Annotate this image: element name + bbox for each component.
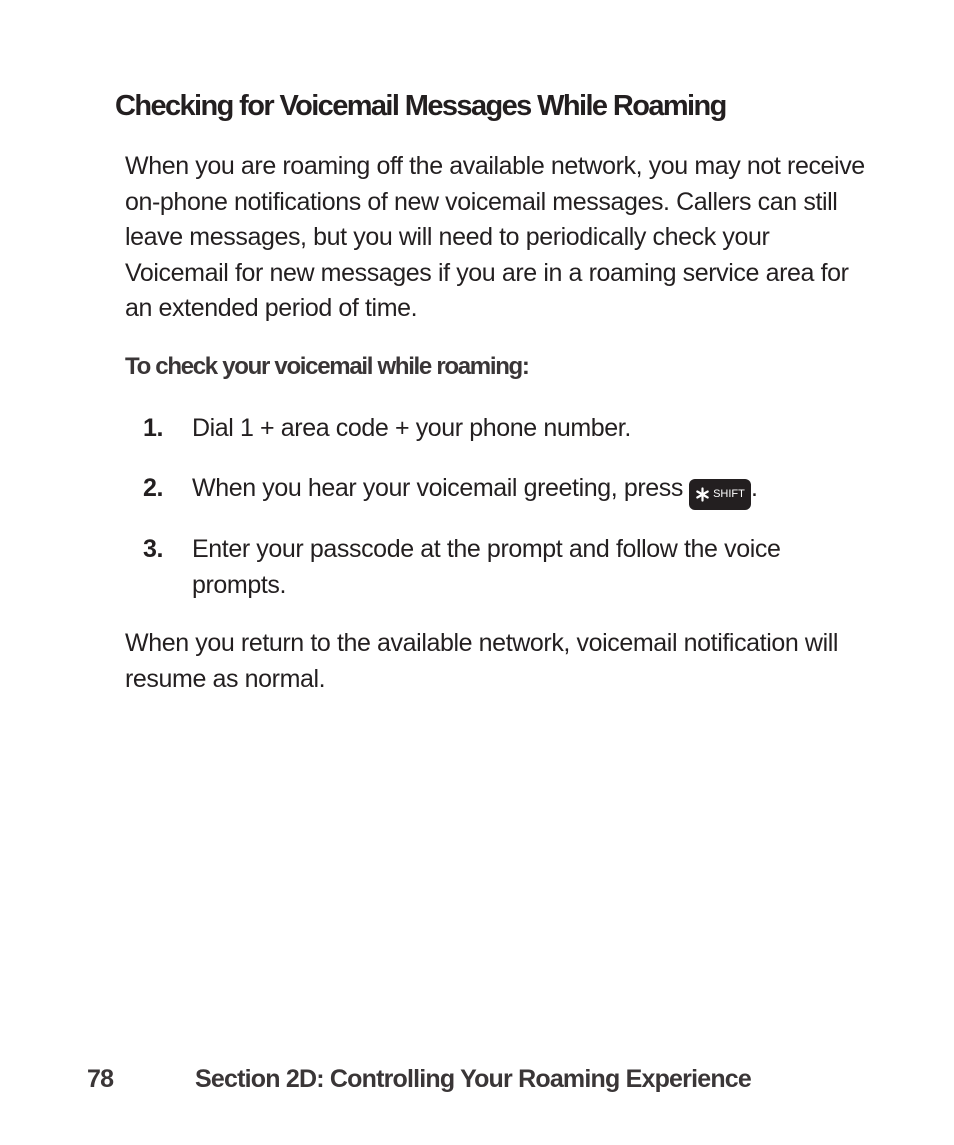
step-item: [143, 470, 873, 510]
intro-paragraph: When you are roaming off the available network, you may not receive on-phone notifications of new voicemail messages. Callers can still leave messages, but you will need to periodically check your Voicemail for new messages if you are in a roaming service area for an extended period of time.: [125, 152, 865, 322]
outro-paragraph: When you return to the available network, voicemail notification will resume as normal.: [125, 629, 839, 693]
footer-section-title: Section 2D: Controlling Your Roaming Experience: [195, 1065, 752, 1093]
step-item: [143, 410, 873, 446]
page-number: 78: [87, 1065, 114, 1093]
step-content: [192, 470, 873, 510]
procedure-heading: To check your voicemail while roaming:: [125, 353, 529, 380]
section-heading: Checking for Voicemail Messages While Roaming: [115, 90, 726, 122]
asterisk-icon: [695, 487, 710, 502]
step-text: When you hear your voicemail greeting, press: [192, 474, 683, 502]
step-item: [143, 531, 873, 603]
step-text: Dial 1 + area code + your phone number.: [192, 414, 631, 442]
step-text: Enter your passcode at the prompt and follow the voice prompts.: [192, 535, 781, 599]
key-label: SHIFT: [713, 488, 745, 500]
shift-key-button: [689, 479, 751, 510]
step-number: 3.: [143, 535, 164, 563]
step-number: 2.: [143, 474, 164, 502]
step-suffix: .: [750, 474, 758, 502]
step-number: 1.: [143, 414, 164, 442]
